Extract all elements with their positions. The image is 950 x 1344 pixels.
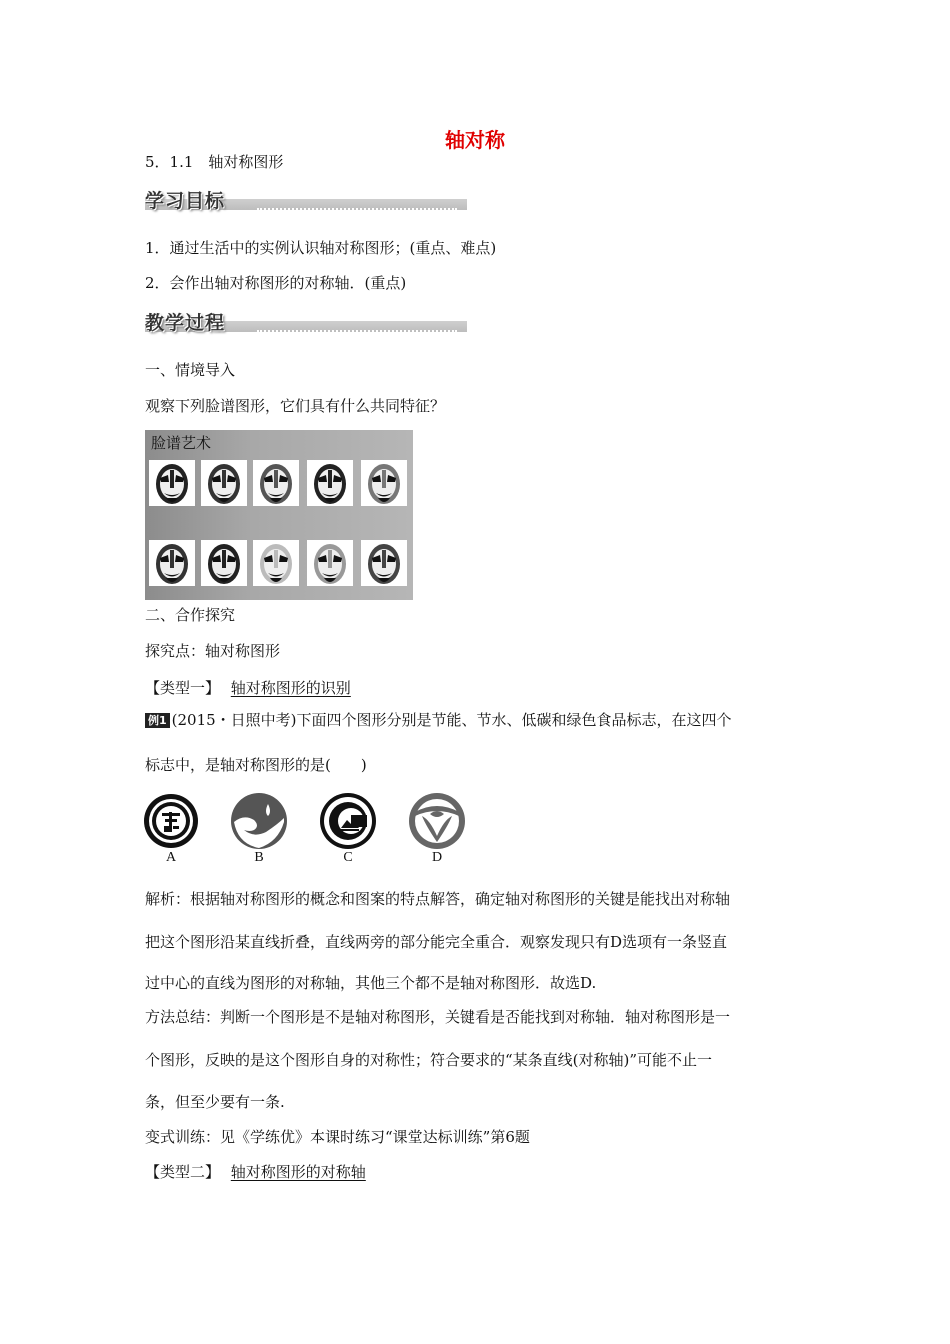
low-carbon-logo-icon [319,792,377,850]
objectives-banner [145,186,467,214]
method-line-2: 个图形，反映的是这个图形自身的对称性；符合要求的“某条直线(对称轴)”可能不止一 [145,1051,713,1069]
opera-mask-icon [307,540,353,586]
type1-prefix: 【类型一】 [145,679,221,697]
type2-heading [145,1162,366,1182]
example-line-2: 标志中，是轴对称图形的是( ) [145,756,367,774]
opera-mask-icon [201,460,247,506]
section-heading: 5．1.1 轴对称图形 [145,153,284,171]
process-banner [145,308,467,336]
image-caption: 脸谱艺术 [151,434,212,452]
opera-mask-icon [149,540,195,586]
opera-mask-icon [201,540,247,586]
opera-mask-icon [361,460,407,506]
option-d-label: D [431,850,443,865]
analysis-line-1: 解析：根据轴对称图形的概念和图案的特点解答，确定轴对称图形的关键是能找出对称轴 [145,890,731,908]
intro-question: 观察下列脸谱图形，它们具有什么共同特征？ [145,397,446,415]
opera-mask-icon [361,540,407,586]
opera-mask-icon [253,460,299,506]
opera-mask-icon [253,540,299,586]
explore-point: 探究点：轴对称图形 [145,642,281,660]
opera-mask-icon [149,460,195,506]
method-line-1: 方法总结：判断一个图形是不是轴对称图形，关键看是否能找到对称轴．轴对称图形是一 [145,1008,731,1026]
type2-prefix: 【类型二】 [145,1163,221,1181]
green-food-logo-icon [408,792,466,850]
option-a-label: A [165,850,177,865]
page-title: 轴对称 [445,128,505,152]
option-c-label: C [343,850,353,865]
method-line-3: 条，但至少要有一条. [145,1093,285,1111]
objective-2: 2．会作出轴对称图形的对称轴．(重点) [145,274,407,292]
type1-title: 轴对称图形的识别 [230,679,351,697]
opera-mask-icon [307,460,353,506]
water-saving-logo-icon [230,792,288,850]
objectives-banner-label: 学习目标 [145,190,226,212]
example-text-1: (2015・日照中考)下面四个图形分别是节能、节水、低碳和绿色食品标志，在这四个 [171,711,732,729]
analysis-line-3: 过中心的直线为图形的对称轴，其他三个都不是轴对称图形．故选D. [145,974,597,992]
objective-1: 1．通过生活中的实例认识轴对称图形；(重点、难点) [145,239,497,257]
example-badge: 例1 [145,713,170,728]
type1-heading [145,678,351,698]
analysis-line-2: 把这个图形沿某直线折叠，直线两旁的部分能完全重合．观察发现只有D选项有一条竖直 [145,933,728,951]
intro-heading: 一、情境导入 [145,361,236,379]
explore-heading: 二、合作探究 [145,606,236,624]
type2-title: 轴对称图形的对称轴 [230,1163,366,1181]
option-b-label: B [254,850,264,865]
energy-saving-logo-icon [142,792,200,850]
example-line-1 [145,710,732,730]
process-banner-label: 教学过程 [145,312,226,334]
variant-training: 变式训练：见《学练优》本课时练习“课堂达标训练”第6题 [145,1128,530,1146]
opera-masks-image [145,430,413,600]
